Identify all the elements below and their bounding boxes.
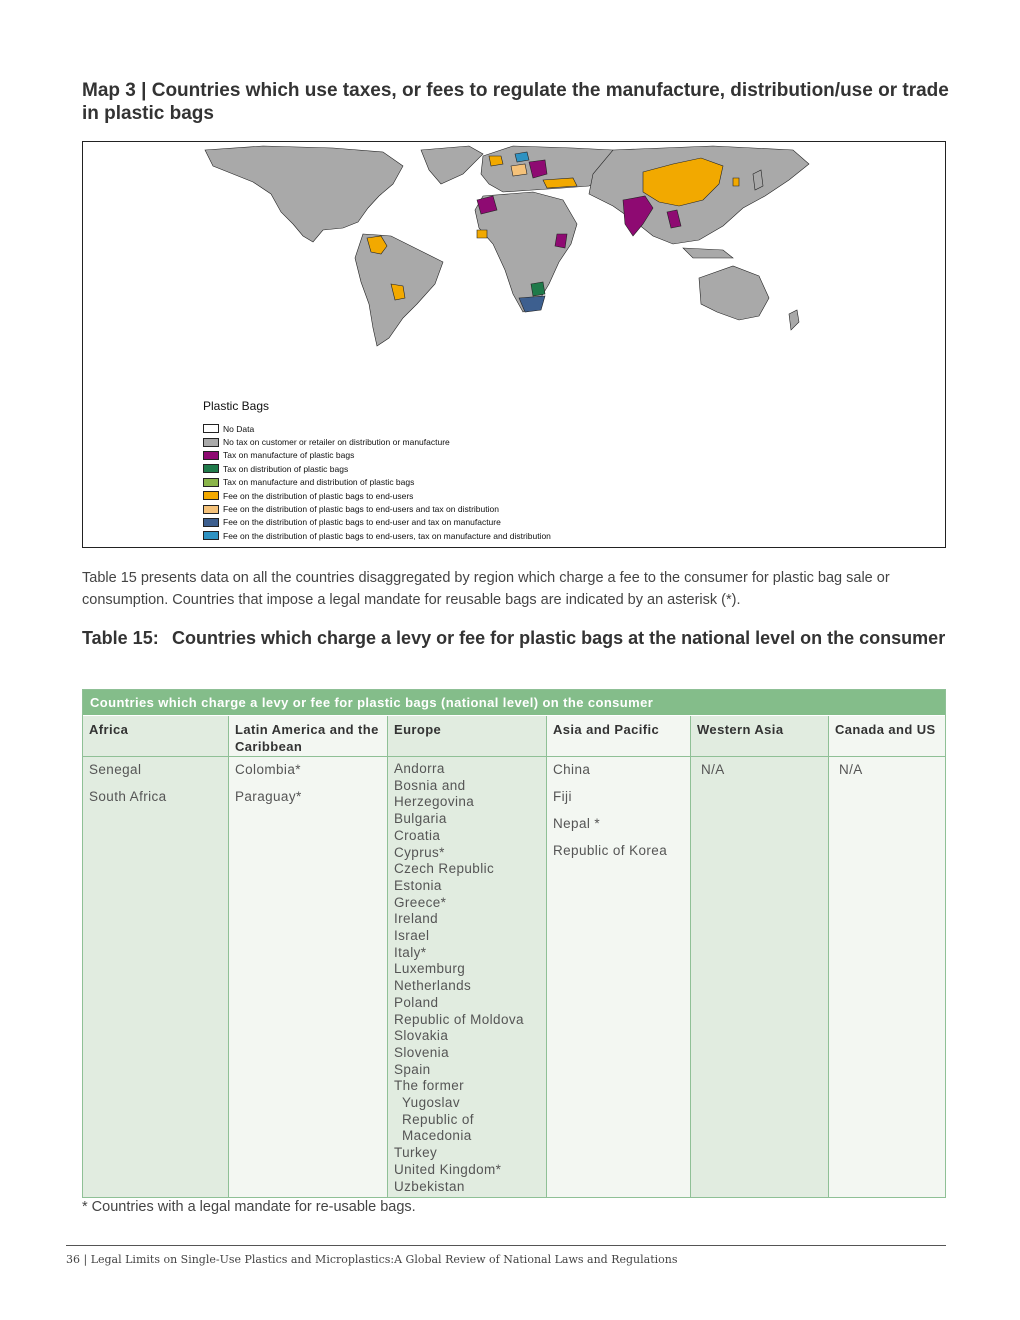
- legend-swatch: [203, 451, 219, 460]
- legend-swatch: [203, 518, 219, 527]
- legend-swatch: [203, 464, 219, 473]
- map-southern-africa-tax-dist: [531, 282, 545, 296]
- table-title-text: Countries which charge a levy or fee for plastic bags at the national level on the consumer: [172, 628, 946, 648]
- table-footnote: * Countries with a legal mandate for re-usable bags.: [82, 1199, 416, 1215]
- map-turkey: [543, 178, 577, 188]
- legend-item: [203, 476, 551, 489]
- footer-rule: [66, 1245, 946, 1246]
- legend-label: Fee on the distribution of plastic bags to end-users: [223, 490, 414, 501]
- column-header: Africa: [83, 716, 228, 757]
- legend-label: Tax on manufacture of plastic bags: [223, 450, 355, 461]
- legend-label: Fee on the distribution of plastic bags to end-user and tax on manufacture: [223, 517, 501, 528]
- country-item: N/A: [701, 762, 725, 777]
- legend-label: No tax on customer or retailer on distribution or manufacture: [223, 437, 450, 448]
- column-western-asia: [691, 716, 829, 1197]
- legend-label: No Data: [223, 423, 255, 434]
- column-body: [829, 757, 945, 1197]
- column-canada-us: [829, 716, 945, 1197]
- world-map: [193, 144, 813, 349]
- country-item: Macedonia: [402, 1128, 472, 1144]
- table-columns: [83, 715, 945, 1197]
- column-header: Canada and US: [829, 716, 945, 757]
- country-item: Luxemburg: [394, 961, 466, 977]
- legend-swatch: [203, 424, 219, 433]
- legend-swatch: [203, 531, 219, 540]
- column-latin-america: [229, 716, 388, 1197]
- country-item: South Africa: [89, 789, 167, 804]
- country-item: N/A: [839, 762, 863, 777]
- column-header: Europe: [388, 716, 546, 757]
- country-item: Colombia*: [235, 762, 301, 777]
- country-item: Yugoslav: [402, 1095, 460, 1111]
- legend-label: Fee on the distribution of plastic bags to end-users, tax on manufacture and distribution: [223, 530, 551, 541]
- column-body: [83, 757, 228, 1197]
- table-number: Table 15:: [82, 628, 159, 648]
- table-header-band: Countries which charge a levy or fee for plastic bags (national level) on the consumer: [83, 690, 945, 715]
- column-body: [388, 757, 546, 1197]
- country-item: Israel: [394, 928, 430, 944]
- legend-item: [203, 516, 551, 529]
- column-asia-pacific: [547, 716, 691, 1197]
- column-africa: [83, 716, 229, 1197]
- country-item: Slovakia: [394, 1028, 449, 1044]
- map-greenland: [421, 146, 483, 184]
- map-europe-fee-1: [489, 156, 503, 166]
- country-item: The former: [394, 1078, 465, 1094]
- country-item: Croatia: [394, 827, 441, 843]
- country-item: Republic of: [402, 1111, 474, 1127]
- map-new-zealand: [789, 310, 799, 330]
- column-header: Asia and Pacific: [547, 716, 690, 757]
- map-title: Map 3 | Countries which use taxes, or fees to regulate the manufacture, distribution/use or trade in plastic bags: [82, 80, 949, 124]
- country-item: Poland: [394, 994, 439, 1010]
- map-legend: [203, 399, 551, 543]
- country-item: Andorra: [394, 761, 445, 776]
- country-item: Nepal *: [553, 816, 601, 831]
- country-item: Greece*: [394, 894, 447, 910]
- column-body: [691, 757, 828, 1197]
- country-item: Slovenia: [394, 1044, 449, 1060]
- legend-swatch: [203, 491, 219, 500]
- column-europe: [388, 716, 547, 1197]
- country-item: Italy*: [394, 944, 427, 960]
- levy-table: [82, 689, 946, 1198]
- country-item: Netherlands: [394, 978, 472, 994]
- world-map-figure: [82, 141, 946, 548]
- map-europe-fee-2: [511, 164, 527, 176]
- map-east-africa-tax: [555, 234, 567, 248]
- legend-label: Tax on distribution of plastic bags: [223, 463, 349, 474]
- country-item: Senegal: [89, 762, 142, 777]
- legend-item: [203, 449, 551, 462]
- legend-item: [203, 489, 551, 502]
- map-europe-mixed: [515, 152, 529, 162]
- intro-paragraph: Table 15 presents data on all the countries disaggregated by region which charge a fee to the consumer for plastic bag sale or consumption. Countries that impose a legal mandate for reusable bags are indicated by an asterisk (*).: [82, 570, 890, 608]
- country-item: Turkey: [394, 1145, 438, 1161]
- map-australia: [699, 266, 769, 320]
- legend-swatch: [203, 478, 219, 487]
- country-item: United Kingdom*: [394, 1161, 502, 1177]
- country-item: Uzbekistan: [394, 1178, 465, 1194]
- legend-item: [203, 422, 551, 435]
- map-indonesia: [683, 248, 733, 258]
- legend-item: [203, 435, 551, 448]
- column-header: Latin America and the Caribbean: [229, 716, 387, 757]
- map-north-america: [205, 146, 403, 242]
- legend-item: [203, 502, 551, 515]
- column-header: Western Asia: [691, 716, 828, 757]
- column-body: [547, 757, 690, 1197]
- country-item: Fiji: [553, 789, 572, 804]
- country-item: Cyprus*: [394, 844, 445, 860]
- legend-label: Tax on manufacture and distribution of plastic bags: [223, 477, 415, 488]
- country-item: China: [553, 762, 591, 777]
- country-item: Spain: [394, 1061, 431, 1077]
- legend-swatch: [203, 505, 219, 514]
- map-senegal: [477, 230, 487, 238]
- legend-swatch: [203, 438, 219, 447]
- country-item: Paraguay*: [235, 789, 302, 804]
- country-item: Bulgaria: [394, 811, 447, 827]
- legend-title: Plastic Bags: [203, 399, 270, 413]
- legend-item: [203, 462, 551, 475]
- country-item: Czech Republic: [394, 861, 495, 877]
- legend-label: Fee on the distribution of plastic bags to end-users and tax on distribution: [223, 504, 499, 515]
- map-japan: [753, 170, 763, 190]
- page-footer: 36 | Legal Limits on Single-Use Plastics and Microplastics:A Global Review of National Laws and Regulations: [66, 1253, 678, 1266]
- country-item: Herzegovina: [394, 794, 475, 810]
- country-item: Estonia: [394, 877, 442, 893]
- legend-item: [203, 529, 551, 542]
- country-item: Bosnia and: [394, 777, 466, 793]
- country-item: Republic of Moldova: [394, 1011, 524, 1027]
- table-title: [82, 626, 948, 650]
- column-body: [229, 757, 387, 1197]
- map-korea: [733, 178, 739, 186]
- country-item: Republic of Korea: [553, 843, 668, 858]
- country-item: Ireland: [394, 911, 439, 927]
